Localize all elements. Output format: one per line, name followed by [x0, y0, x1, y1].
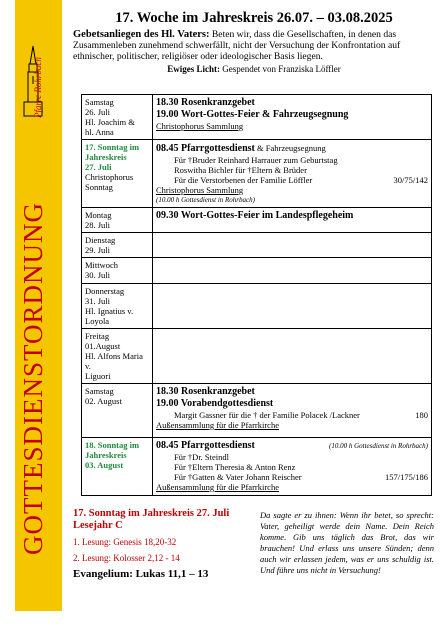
light-label: Ewiges Licht:: [167, 64, 220, 74]
event-right-value: 157/175/186: [385, 472, 428, 482]
schedule-table: [81, 94, 432, 496]
day-line: Montag: [85, 210, 112, 220]
day-line: Hl. Ignatius v.: [85, 306, 134, 316]
event-line: [156, 195, 428, 205]
events-cell: [153, 95, 432, 140]
event-text: Außensammlung für die Pfarrkirche: [156, 420, 279, 430]
event-line: [156, 109, 428, 121]
events-cell: [153, 284, 432, 329]
event-text: 19.00 Wort-Gottes-Feier & Fahrzeugsegnung: [156, 109, 349, 120]
day-cell: [82, 384, 153, 438]
day-line: Mittwoch: [85, 260, 119, 270]
event-text: Für †Bruder Reinhard Harrauer zum Geburtstag: [174, 155, 338, 165]
eternal-light: [73, 64, 435, 74]
schedule-row: [82, 208, 432, 233]
event-line: [156, 386, 428, 398]
event-text: 19.00 Vorabendgottesdienst: [156, 398, 274, 409]
day-line: 26. Juli: [85, 107, 111, 117]
logo-text: Pfarre Rohrbach: [33, 57, 43, 118]
gospel-quote: Da sagte er zu ihnen: Wenn ihr betet, so sprecht: Vater, geheiligt werde dein Name. Dein Reich komme. Gib uns täglich das Brot, das wir brauchen! Und erlass uns unsere Sünden; denn auch wir erlassen jedem, was er uns schuldig ist. Und führe uns nicht in Versuchung!: [260, 510, 434, 575]
day-line: 29. Juli: [85, 245, 111, 255]
events-cell: [153, 384, 432, 438]
event-text: Margit Gassner für die † der Familie Polacek /Lackner: [174, 410, 360, 420]
header: [73, 10, 435, 74]
event-line: [156, 210, 428, 222]
events-cell: [153, 258, 432, 284]
event-line: [156, 482, 428, 492]
day-line: 01.August: [85, 341, 121, 351]
schedule-row: [82, 258, 432, 284]
schedule-row: [82, 284, 432, 329]
event-right-value: 180: [415, 410, 428, 420]
day-cell: [82, 95, 153, 140]
day-line: Samstag: [85, 97, 114, 107]
day-line: 31. Juli: [85, 296, 111, 306]
lesejahr: Lesejahr C: [73, 520, 123, 531]
schedule-row: [82, 329, 432, 384]
event-line: [156, 398, 428, 410]
day-line: Liguori: [85, 371, 111, 381]
schedule-row: [82, 438, 432, 496]
day-line: Hl. Alfons Maria v.: [85, 351, 143, 371]
readings-box: [73, 508, 253, 580]
event-text: Für †Gatten & Vater Johann Reischer: [174, 472, 302, 482]
schedule-row: [82, 233, 432, 258]
day-line: 30. Juli: [85, 270, 111, 280]
event-line: [156, 440, 428, 452]
event-text: Christophorus Sammlung: [156, 121, 244, 131]
prayer-text: Beten wir, dass die Gesellschaften, in denen das Zusammenleben zunehmend schwerfällt, nicht der Versuchung der Konfrontation auf ethnischer, politischer, religiöser oder ideologischer Basis liegen.: [73, 29, 401, 62]
events-cell: [153, 233, 432, 258]
events-cell: [153, 329, 432, 384]
event-line: [156, 97, 428, 109]
day-line: 03. August: [85, 460, 124, 470]
day-line: 18. Sonntag im: [85, 440, 140, 450]
day-line: Freitag: [85, 331, 110, 341]
reading-1: 1. Lesung: Genesis 18,20-32: [73, 537, 177, 547]
event-text: Für die Verstorbenen der Familie Löffler: [174, 175, 313, 185]
day-line: Jahreskreis: [85, 450, 127, 460]
day-line: 17. Sonntag im: [85, 142, 140, 152]
day-cell: [82, 140, 153, 208]
event-text: 09.30 Wort-Gottes-Feier im Landespflegeheim: [156, 210, 354, 221]
prayer-label: Gebetsanliegen des Hl. Vaters:: [73, 29, 210, 40]
day-cell: [82, 284, 153, 329]
event-text: Roswitha Bichler für †Eltern & Brüder: [174, 165, 307, 175]
light-text: Gespendet von Franziska Löffler: [222, 64, 341, 74]
day-line: 02. August: [85, 396, 122, 406]
day-cell: [82, 329, 153, 384]
day-sub-line: Christophorus: [85, 172, 134, 182]
day-line: 28. Juli: [85, 220, 111, 230]
event-line: [156, 142, 428, 155]
page-title: 17. Woche im Jahreskreis 26.07. – 03.08.2025: [115, 10, 393, 26]
event-text: 18.30 Rosenkranzgebet: [156, 97, 255, 108]
events-cell: [153, 140, 432, 208]
day-line: hl. Anna: [85, 127, 114, 137]
vertical-title: GOTTESDIENSTORDNUNG: [18, 202, 48, 555]
reading-2: 2. Lesung: Kolosser 2,12 - 14: [73, 553, 180, 563]
event-line: [156, 175, 428, 185]
event-line: [156, 462, 428, 472]
event-line: [156, 155, 428, 165]
day-line: Donnerstag: [85, 286, 125, 296]
gospel: Evangelium: Lukas 11,1 – 13: [73, 568, 209, 580]
event-text: 08.45 Pfarrgottesdienst: [156, 143, 255, 154]
event-text: 18.30 Rosenkranzgebet: [156, 386, 255, 397]
day-line: 27. Juli: [85, 162, 112, 172]
event-text: Für †Dr. Steindl: [174, 452, 230, 462]
event-right-value: (10.00 h Gottesdienst in Rohrbach): [329, 442, 428, 450]
day-sub-line: Sonntag: [85, 182, 113, 192]
day-line: Hl. Joachim &: [85, 117, 135, 127]
day-cell: [82, 208, 153, 233]
day-cell: [82, 233, 153, 258]
schedule-row: [82, 384, 432, 438]
event-line: [156, 472, 428, 482]
sunday-title: 17. Sonntag im Jahreskreis 27. Juli: [73, 508, 230, 519]
day-line: Dienstag: [85, 235, 116, 245]
event-line: [156, 410, 428, 420]
day-line: Loyola: [85, 316, 110, 326]
events-cell: [153, 208, 432, 233]
event-text: 08.45 Pfarrgottesdienst: [156, 440, 255, 451]
event-text: Außensammlung für die Pfarrkirche: [156, 482, 279, 492]
event-text: (10.00 h Gottesdienst in Rohrbach): [156, 196, 255, 204]
event-line: [156, 185, 428, 195]
prayer-intention: [73, 29, 435, 62]
events-cell: [153, 438, 432, 496]
event-text: Für †Eltern Theresia & Anton Renz: [174, 462, 296, 472]
event-line: [156, 452, 428, 462]
event-suffix: & Fahrzeugsegnung: [254, 143, 326, 153]
event-line: [156, 121, 428, 131]
day-line: Jahreskreis: [85, 152, 127, 162]
schedule-row: [82, 140, 432, 208]
event-right-value: 30/75/142: [393, 175, 428, 185]
event-line: [156, 165, 428, 175]
event-line: [156, 420, 428, 430]
event-text: Christophorus Sammlung: [156, 185, 244, 195]
schedule-row: [82, 95, 432, 140]
day-cell: [82, 438, 153, 496]
day-cell: [82, 258, 153, 284]
day-line: Samstag: [85, 386, 114, 396]
